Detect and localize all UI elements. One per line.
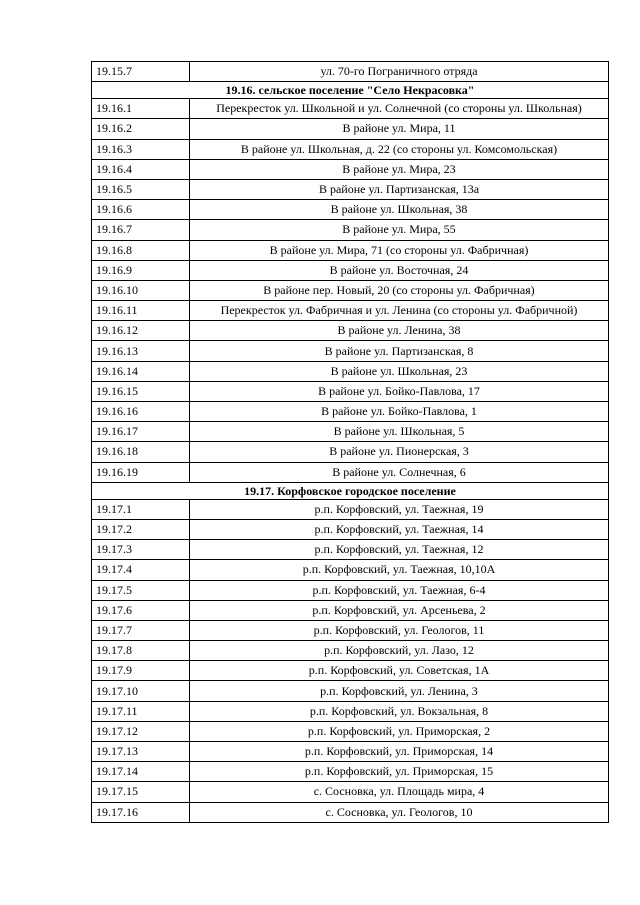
row-number-cell: 19.16.16	[92, 402, 190, 422]
table-row	[92, 641, 609, 661]
table-row	[92, 159, 609, 179]
row-number-cell: 19.17.11	[92, 701, 190, 721]
table-row	[92, 99, 609, 119]
row-number-cell: 19.16.18	[92, 442, 190, 462]
table-row	[92, 341, 609, 361]
table-row	[92, 442, 609, 462]
table-row	[92, 681, 609, 701]
address-cell: В районе ул. Партизанская, 8	[190, 341, 609, 361]
address-cell: р.п. Корфовский, ул. Геологов, 11	[190, 620, 609, 640]
table-row	[92, 620, 609, 640]
row-number-cell: 19.17.6	[92, 600, 190, 620]
address-cell: р.п. Корфовский, ул. Таежная, 10,10А	[190, 560, 609, 580]
row-number-cell: 19.17.8	[92, 641, 190, 661]
table-row	[92, 381, 609, 401]
row-number-cell: 19.17.13	[92, 742, 190, 762]
row-number-cell: 19.16.17	[92, 422, 190, 442]
table-row	[92, 62, 609, 82]
table-row	[92, 422, 609, 442]
row-number-cell: 19.16.19	[92, 462, 190, 482]
table-row	[92, 200, 609, 220]
table-row	[92, 499, 609, 519]
table-row	[92, 540, 609, 560]
row-number-cell: 19.15.7	[92, 62, 190, 82]
address-table	[91, 61, 609, 823]
row-number-cell: 19.17.7	[92, 620, 190, 640]
address-cell: р.п. Корфовский, ул. Лазо, 12	[190, 641, 609, 661]
document-page	[91, 61, 609, 823]
row-number-cell: 19.17.15	[92, 782, 190, 802]
row-number-cell: 19.16.9	[92, 260, 190, 280]
address-cell: В районе ул. Мира, 23	[190, 159, 609, 179]
address-cell: Перекресток ул. Фабричная и ул. Ленина (со стороны ул. Фабричной)	[190, 301, 609, 321]
row-number-cell: 19.16.12	[92, 321, 190, 341]
table-row	[92, 802, 609, 822]
table-row	[92, 301, 609, 321]
address-cell: В районе ул. Мира, 71 (со стороны ул. Фабричная)	[190, 240, 609, 260]
address-cell: р.п. Корфовский, ул. Ленина, 3	[190, 681, 609, 701]
address-cell: В районе пер. Новый, 20 (со стороны ул. Фабричная)	[190, 280, 609, 300]
address-cell: В районе ул. Восточная, 24	[190, 260, 609, 280]
table-row	[92, 139, 609, 159]
address-cell: В районе ул. Школьная, 5	[190, 422, 609, 442]
address-cell: В районе ул. Школьная, 23	[190, 361, 609, 381]
table-row	[92, 260, 609, 280]
address-cell: В районе ул. Ленина, 38	[190, 321, 609, 341]
address-cell: В районе ул. Бойко-Павлова, 17	[190, 381, 609, 401]
address-cell: с. Сосновка, ул. Площадь мира, 4	[190, 782, 609, 802]
address-cell: ул. 70-го Пограничного отряда	[190, 62, 609, 82]
table-row	[92, 762, 609, 782]
address-cell: р.п. Корфовский, ул. Таежная, 12	[190, 540, 609, 560]
section-title: 19.16. сельское поселение "Село Некрасовка"	[92, 82, 609, 99]
row-number-cell: 19.17.4	[92, 560, 190, 580]
table-row	[92, 119, 609, 139]
address-cell: Перекресток ул. Школьной и ул. Солнечной (со стороны ул. Школьная)	[190, 99, 609, 119]
address-cell: В районе ул. Мира, 55	[190, 220, 609, 240]
row-number-cell: 19.16.6	[92, 200, 190, 220]
table-row	[92, 402, 609, 422]
table-row	[92, 580, 609, 600]
address-cell: р.п. Корфовский, ул. Вокзальная, 8	[190, 701, 609, 721]
row-number-cell: 19.17.5	[92, 580, 190, 600]
address-cell: р.п. Корфовский, ул. Приморская, 14	[190, 742, 609, 762]
address-cell: В районе ул. Мира, 11	[190, 119, 609, 139]
address-cell: р.п. Корфовский, ул. Приморская, 2	[190, 721, 609, 741]
address-cell: р.п. Корфовский, ул. Таежная, 6-4	[190, 580, 609, 600]
address-cell: р.п. Корфовский, ул. Советская, 1А	[190, 661, 609, 681]
address-cell: В районе ул. Партизанская, 13а	[190, 179, 609, 199]
table-row	[92, 321, 609, 341]
address-table-body	[92, 62, 609, 823]
table-row	[92, 280, 609, 300]
table-row	[92, 240, 609, 260]
table-row	[92, 742, 609, 762]
table-row	[92, 361, 609, 381]
address-cell: В районе ул. Пионерская, 3	[190, 442, 609, 462]
row-number-cell: 19.16.1	[92, 99, 190, 119]
row-number-cell: 19.16.8	[92, 240, 190, 260]
row-number-cell: 19.17.3	[92, 540, 190, 560]
address-cell: р.п. Корфовский, ул. Приморская, 15	[190, 762, 609, 782]
row-number-cell: 19.16.11	[92, 301, 190, 321]
row-number-cell: 19.16.4	[92, 159, 190, 179]
address-cell: В районе ул. Школьная, д. 22 (со стороны ул. Комсомольская)	[190, 139, 609, 159]
address-cell: В районе ул. Школьная, 38	[190, 200, 609, 220]
row-number-cell: 19.16.14	[92, 361, 190, 381]
row-number-cell: 19.16.13	[92, 341, 190, 361]
section-header-row	[92, 82, 609, 99]
table-row	[92, 560, 609, 580]
row-number-cell: 19.17.9	[92, 661, 190, 681]
address-cell: В районе ул. Солнечная, 6	[190, 462, 609, 482]
table-row	[92, 721, 609, 741]
row-number-cell: 19.17.12	[92, 721, 190, 741]
row-number-cell: 19.17.1	[92, 499, 190, 519]
table-row	[92, 519, 609, 539]
table-row	[92, 661, 609, 681]
table-row	[92, 220, 609, 240]
table-row	[92, 600, 609, 620]
row-number-cell: 19.16.7	[92, 220, 190, 240]
section-title: 19.17. Корфовское городское поселение	[92, 482, 609, 499]
address-cell: р.п. Корфовский, ул. Таежная, 19	[190, 499, 609, 519]
address-cell: с. Сосновка, ул. Геологов, 10	[190, 802, 609, 822]
table-row	[92, 701, 609, 721]
address-cell: р.п. Корфовский, ул. Таежная, 14	[190, 519, 609, 539]
table-row	[92, 462, 609, 482]
row-number-cell: 19.17.2	[92, 519, 190, 539]
row-number-cell: 19.17.14	[92, 762, 190, 782]
row-number-cell: 19.16.2	[92, 119, 190, 139]
address-cell: В районе ул. Бойко-Павлова, 1	[190, 402, 609, 422]
row-number-cell: 19.16.3	[92, 139, 190, 159]
row-number-cell: 19.16.5	[92, 179, 190, 199]
row-number-cell: 19.17.10	[92, 681, 190, 701]
table-row	[92, 179, 609, 199]
section-header-row	[92, 482, 609, 499]
row-number-cell: 19.16.10	[92, 280, 190, 300]
row-number-cell: 19.17.16	[92, 802, 190, 822]
table-row	[92, 782, 609, 802]
address-cell: р.п. Корфовский, ул. Арсеньева, 2	[190, 600, 609, 620]
row-number-cell: 19.16.15	[92, 381, 190, 401]
